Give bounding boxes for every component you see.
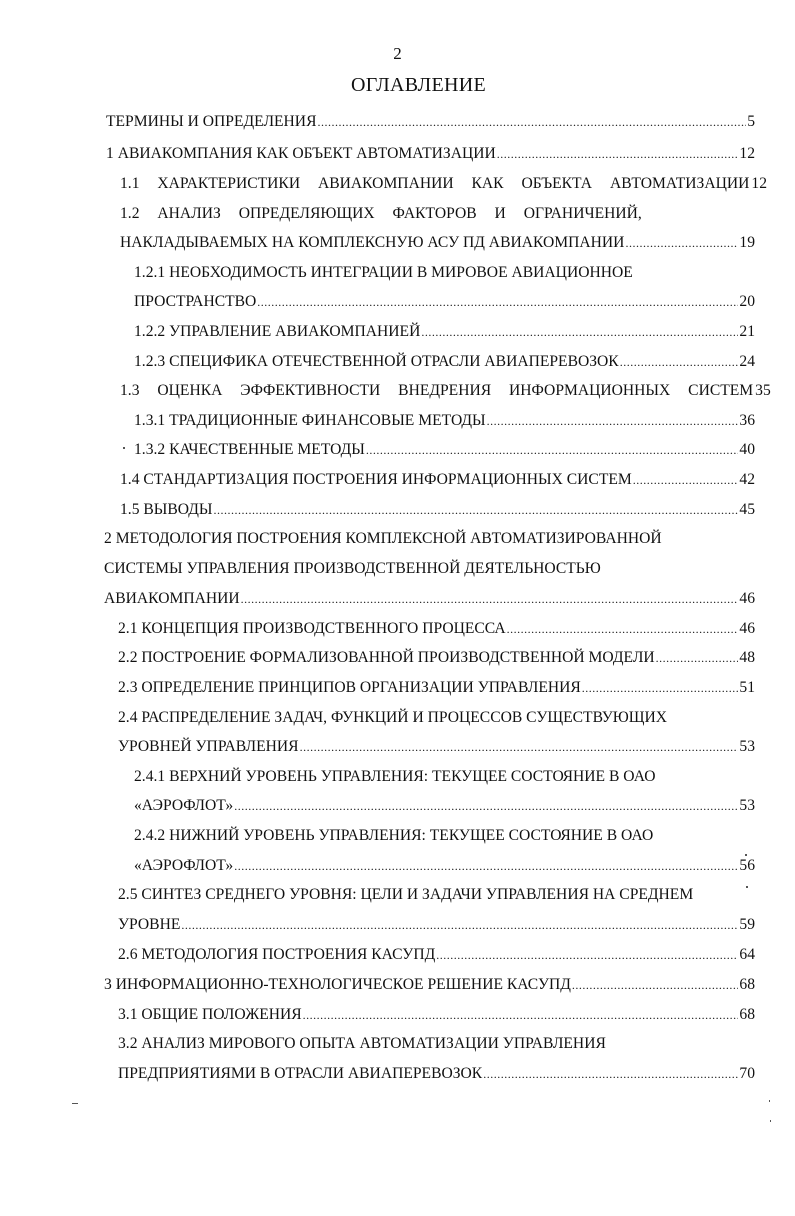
leader-dots — [436, 945, 738, 965]
toc-entry — [134, 826, 653, 846]
toc-entry — [118, 885, 693, 905]
toc-entry-page: 46 — [739, 620, 755, 637]
leader-dots — [234, 856, 738, 876]
toc-entry-text: 2.4.1 ВЕРХНИЙ УРОВЕНЬ УПРАВЛЕНИЯ: ТЕКУЩЕЕ СОСТОЯНИЕ В ОАО — [134, 768, 656, 785]
toc-entry-text: 3 ИНФОРМАЦИОННО-ТЕХНОЛОГИЧЕСКОЕ РЕШЕНИЕ КАСУПД — [104, 976, 571, 993]
toc-entry — [118, 648, 755, 668]
toc-entry-text: УРОВНЕЙ УПРАВЛЕНИЯ — [118, 738, 299, 755]
toc-entry-page: 68 — [739, 1006, 755, 1023]
toc-entry-text: 2.1 КОНЦЕПЦИЯ ПРОИЗВОДСТВЕННОГО ПРОЦЕССА — [118, 620, 506, 637]
toc-entry-page: 12 — [751, 175, 767, 192]
toc-entry-text: 2.5 СИНТЕЗ СРЕДНЕГО УРОВНЯ: ЦЕЛИ И ЗАДАЧИ УПРАВЛЕНИЯ НА СРЕДНЕМ — [118, 886, 694, 903]
toc-entry-text: 2.2 ПОСТРОЕНИЕ ФОРМАЛИЗОВАННОЙ ПРОИЗВОДСТВЕННОЙ МОДЕЛИ — [118, 649, 655, 666]
toc-entry-text: 1.4 СТАНДАРТИЗАЦИЯ ПОСТРОЕНИЯ ИНФОРМАЦИОННЫХ СИСТЕМ — [120, 471, 632, 488]
toc-entry — [134, 796, 755, 816]
toc-entry-text: 3.1 ОБЩИЕ ПОЛОЖЕНИЯ — [118, 1006, 302, 1023]
toc-entry — [120, 470, 755, 490]
toc-entry-text: ПРЕДПРИЯТИЯМИ В ОТРАСЛИ АВИАПЕРЕВОЗОК — [118, 1065, 483, 1082]
leader-dots — [633, 470, 739, 490]
leader-dots — [300, 737, 739, 757]
toc-entry — [118, 737, 755, 757]
leader-dots — [507, 619, 739, 639]
toc-entry-text: 1.2.3 СПЕЦИФИКА ОТЕЧЕСТВЕННОЙ ОТРАСЛИ АВИАПЕРЕВОЗОК — [134, 353, 619, 370]
leader-dots — [214, 500, 739, 520]
toc-entry — [106, 144, 755, 164]
toc-entry-text: ТЕРМИНЫ И ОПРЕДЕЛЕНИЯ — [106, 113, 317, 130]
leader-dots — [421, 322, 738, 342]
toc-entry — [134, 411, 755, 431]
toc-entry-page: 64 — [739, 946, 755, 963]
toc-entry — [120, 204, 642, 224]
leader-dots — [483, 1064, 738, 1084]
toc-entry — [118, 1034, 606, 1054]
scan-speck — [745, 854, 747, 856]
toc-entry — [120, 500, 755, 520]
toc-entry-page: 5 — [747, 113, 755, 130]
leader-dots — [317, 112, 746, 132]
toc-entry-text: «АЭРОФЛОТ» — [134, 797, 234, 814]
toc-entry-page: 53 — [739, 738, 755, 755]
toc-entry-text: СИСТЕМЫ УПРАВЛЕНИЯ ПРОИЗВОДСТВЕННОЙ ДЕЯТЕЛЬНОСТЬЮ — [104, 560, 601, 577]
toc-entry-page: 48 — [739, 649, 755, 666]
toc-entry-page: 70 — [739, 1065, 755, 1082]
toc-entry-page: 53 — [739, 797, 755, 814]
leader-dots — [241, 589, 739, 609]
leader-dots — [582, 678, 739, 698]
toc-entry — [120, 174, 767, 194]
toc-entry — [104, 589, 755, 609]
toc-entry — [104, 529, 662, 549]
toc-entry-page: 56 — [739, 857, 755, 874]
toc-entry — [134, 767, 655, 787]
toc-entry-page: 45 — [739, 501, 755, 518]
leader-dots — [181, 915, 738, 935]
toc-entry — [118, 619, 755, 639]
scan-speck — [123, 447, 125, 449]
toc-entry — [134, 292, 755, 312]
toc-entry-text: 1.3.2 КАЧЕСТВЕННЫЕ МЕТОДЫ — [134, 441, 365, 458]
toc-entry-text: 1.2.1 НЕОБХОДИМОСТЬ ИНТЕГРАЦИИ В МИРОВОЕ АВИАЦИОННОЕ — [134, 264, 633, 281]
toc-entry — [118, 915, 755, 935]
leader-dots — [572, 975, 739, 995]
page-number: 2 — [393, 44, 402, 63]
toc-entry — [134, 856, 755, 876]
scan-speck — [769, 1100, 770, 1102]
leader-dots — [625, 233, 738, 253]
toc-entry — [118, 1064, 755, 1084]
toc-entry-page: 20 — [739, 293, 755, 310]
leader-dots — [487, 411, 739, 431]
toc-entry-text: 1 АВИАКОМПАНИЯ КАК ОБЪЕКТ АВТОМАТИЗАЦИИ — [106, 145, 496, 162]
toc-entry-page: 19 — [739, 234, 755, 251]
toc-entry — [134, 322, 755, 342]
toc-entry — [120, 381, 771, 401]
toc-entry — [120, 233, 755, 253]
toc-entry-page: 12 — [739, 145, 755, 162]
toc-entry-page: 35 — [755, 382, 771, 399]
toc-entry-text: 2.3 ОПРЕДЕЛЕНИЕ ПРИНЦИПОВ ОРГАНИЗАЦИИ УПРАВЛЕНИЯ — [118, 679, 581, 696]
toc-entry-text: 2.6 МЕТОДОЛОГИЯ ПОСТРОЕНИЯ КАСУПД — [118, 946, 436, 963]
toc-entry-text: 3.2 АНАЛИЗ МИРОВОГО ОПЫТА АВТОМАТИЗАЦИИ УПРАВЛЕНИЯ — [118, 1035, 606, 1052]
toc-entry — [134, 263, 633, 283]
toc-entry-page: 21 — [739, 323, 755, 340]
toc-entry-page: 42 — [739, 471, 755, 488]
scan-speck — [770, 1120, 771, 1122]
toc-entry-text: НАКЛАДЫВАЕМЫХ НА КОМПЛЕКСНУЮ АСУ ПД АВИАКОМПАНИИ — [120, 234, 625, 251]
leader-dots — [656, 648, 739, 668]
scan-speck — [72, 1103, 78, 1104]
toc-entry — [118, 678, 755, 698]
toc-entry-text: 1.3 ОЦЕНКА ЭФФЕКТИВНОСТИ ВНЕДРЕНИЯ ИНФОРМАЦИОННЫХ СИСТЕМ — [120, 382, 754, 399]
toc-entry-page: 36 — [739, 412, 755, 429]
toc-entry — [134, 352, 755, 372]
toc-entry-text: УРОВНЕ — [118, 916, 181, 933]
toc-entry-page: 68 — [739, 976, 755, 993]
leader-dots — [257, 292, 738, 312]
toc-entry-text: 1.3.1 ТРАДИЦИОННЫЕ ФИНАНСОВЫЕ МЕТОДЫ — [134, 412, 486, 429]
toc-entry — [104, 975, 755, 995]
toc-entry — [104, 559, 601, 579]
toc-entry-page: 59 — [739, 916, 755, 933]
leader-dots — [234, 796, 738, 816]
leader-dots — [366, 440, 739, 460]
leader-dots — [497, 144, 739, 164]
scan-speck — [746, 886, 748, 888]
toc-entry-page: 40 — [739, 441, 755, 458]
toc-entry-text: 1.1 ХАРАКТЕРИСТИКИ АВИАКОМПАНИИ КАК ОБЪЕКТА АВТОМАТИЗАЦИИ — [120, 175, 750, 192]
toc-entry-text: 2.4 РАСПРЕДЕЛЕНИЕ ЗАДАЧ, ФУНКЦИЙ И ПРОЦЕССОВ СУЩЕСТВУЮЩИХ — [118, 709, 668, 726]
toc-entry — [118, 945, 755, 965]
toc-entry-text: 2.4.2 НИЖНИЙ УРОВЕНЬ УПРАВЛЕНИЯ: ТЕКУЩЕЕ СОСТОЯНИЕ В ОАО — [134, 827, 654, 844]
toc-entry-page: 46 — [739, 590, 755, 607]
toc-entry-text: АВИАКОМПАНИИ — [104, 590, 240, 607]
leader-dots — [303, 1005, 739, 1025]
toc-entry-text: 1.5 ВЫВОДЫ — [120, 501, 213, 518]
toc-entry — [134, 440, 755, 460]
toc-entry-page: 51 — [739, 679, 755, 696]
toc-entry-text: 1.2 АНАЛИЗ ОПРЕДЕЛЯЮЩИХ ФАКТОРОВ И ОГРАНИЧЕНИЙ, — [120, 205, 642, 222]
toc-entry — [106, 112, 755, 132]
toc-heading: ОГЛАВЛЕНИЕ — [351, 74, 486, 96]
toc-entry-page: 24 — [739, 353, 755, 370]
toc-entry-text: 1.2.2 УПРАВЛЕНИЕ АВИАКОМПАНИЕЙ — [134, 323, 421, 340]
toc-entry — [118, 708, 667, 728]
toc-entry-text: 2 МЕТОДОЛОГИЯ ПОСТРОЕНИЯ КОМПЛЕКСНОЙ АВТОМАТИЗИРОВАННОЙ — [104, 530, 662, 547]
toc-entry-text: ПРОСТРАНСТВО — [134, 293, 257, 310]
leader-dots — [620, 352, 739, 372]
toc-entry-text: «АЭРОФЛОТ» — [134, 857, 234, 874]
toc-entry — [118, 1005, 755, 1025]
